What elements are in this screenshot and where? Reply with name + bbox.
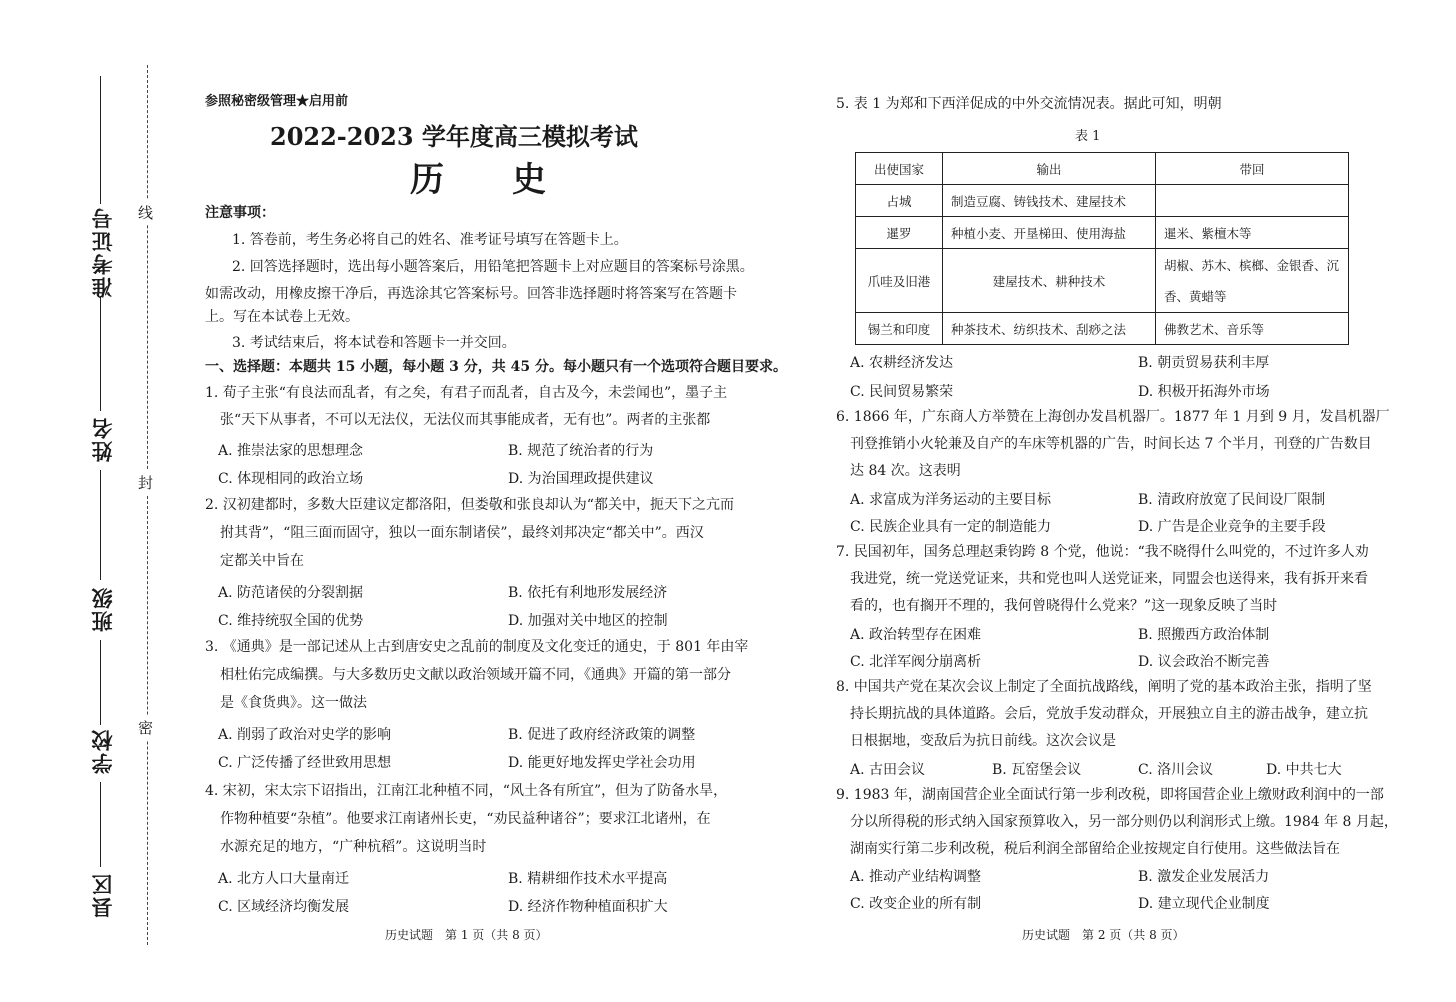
question-6-text: 6. 1866 年，广东商人方举赞在上海创办发昌机器厂。1877 年 1 月到 9 月，发昌机器厂 bbox=[836, 409, 1390, 425]
table-row bbox=[856, 185, 1349, 217]
q2-option-b[interactable]: B. 依托有利地形发展经济 bbox=[508, 585, 668, 601]
question-8-text: 8. 中国共产党在某次会议上制定了全面抗战路线，阐明了党的基本政治主张，指明了坚 bbox=[836, 679, 1372, 695]
subject-title: 历 史 bbox=[410, 160, 546, 200]
question-3-text: 相杜佑完成编撰。与大多数历史文献以政治领域开篇不同，《通典》开篇的第一部分 bbox=[220, 667, 731, 683]
secret-level: 参照秘密级管理★启用前 bbox=[205, 94, 349, 109]
question-6-text: 达 84 次。这表明 bbox=[850, 463, 961, 479]
table-row bbox=[856, 313, 1349, 345]
table-cell: 建屋技术、耕种技术 bbox=[943, 249, 1156, 313]
field-line bbox=[100, 782, 101, 867]
question-5-text: 5. 表 1 为郑和下西洋促成的中外交流情况表。据此可知，明朝 bbox=[836, 96, 1222, 112]
q4-option-b[interactable]: B. 精耕细作技术水平提高 bbox=[508, 871, 668, 887]
q8-option-b[interactable]: B. 瓦窑堡会议 bbox=[992, 762, 1082, 778]
field-name: 姓名 bbox=[90, 416, 115, 462]
notes-heading: 注意事项： bbox=[205, 205, 275, 221]
table-cell: 种茶技术、纺织技术、刮痧之法 bbox=[943, 313, 1156, 345]
binding-mark-mi: 密 bbox=[138, 715, 153, 740]
q8-option-d[interactable]: D. 中共七大 bbox=[1266, 762, 1342, 778]
note-line: 3. 考试结束后，将本试卷和答题卡一并交回。 bbox=[232, 335, 516, 351]
note-line: 如需改动，用橡皮擦干净后，再选涂其它答案标号。回答非选择题时将答案写在答题卡 bbox=[205, 286, 737, 302]
q3-option-d[interactable]: D. 能更好地发挥史学社会功用 bbox=[508, 755, 696, 771]
note-line: 上。写在本试卷上无效。 bbox=[205, 309, 359, 325]
q4-option-a[interactable]: A. 北方人口大量南迁 bbox=[218, 871, 350, 887]
field-exam-number: 准考证号 bbox=[90, 206, 115, 298]
question-7-text: 7. 民国初年，国务总理赵秉钧跨 8 个党，他说：“我不晓得什么叫党的，不过许多人劝 bbox=[836, 544, 1369, 560]
q9-option-b[interactable]: B. 激发企业发展活力 bbox=[1138, 869, 1270, 885]
page-footer-1: 历史试题 第 1 页（共 8 页） bbox=[385, 928, 548, 942]
table-cell: 爪哇及旧港 bbox=[856, 249, 943, 313]
field-line bbox=[100, 296, 101, 411]
field-district: 县区 bbox=[90, 872, 115, 918]
table-cell: 暹罗 bbox=[856, 217, 943, 249]
table-cell: 锡兰和印度 bbox=[856, 313, 943, 345]
table-cell: 种植小麦、开垦梯田、使用海盐 bbox=[943, 217, 1156, 249]
question-1-text: 1. 荀子主张“有良法而乱者，有之矣，有君子而乱者，自古及今，未尝闻也”，墨子主 bbox=[205, 385, 728, 401]
exchange-table bbox=[855, 152, 1349, 345]
question-4-text: 4. 宋初，宋太宗下诏指出，江南江北种植不同，“风土各有所宜”，但为了防备水旱， bbox=[205, 783, 728, 799]
q5-option-d[interactable]: D. 积极开拓海外市场 bbox=[1138, 384, 1270, 400]
q2-option-c[interactable]: C. 维持统驭全国的优势 bbox=[218, 613, 364, 629]
q5-option-b[interactable]: B. 朝贡贸易获利丰厚 bbox=[1138, 355, 1270, 371]
question-2-text: 2. 汉初建都时，多数大臣建议定都洛阳，但娄敬和张良却认为“都关中，扼天下之亢而 bbox=[205, 497, 734, 513]
question-8-text: 日根据地，变敌后为抗日前线。这次会议是 bbox=[850, 733, 1116, 749]
question-4-text: 水源充足的地方，“广种杭稻”。这说明当时 bbox=[220, 839, 487, 855]
table-cell: 佛教艺术、音乐等 bbox=[1156, 313, 1349, 345]
page-footer-2: 历史试题 第 2 页（共 8 页） bbox=[1022, 928, 1185, 942]
q1-option-b[interactable]: B. 规范了统治者的行为 bbox=[508, 443, 654, 459]
table-cell bbox=[1156, 249, 1349, 313]
exam-title: 2022-2023 学年度高三模拟考试 bbox=[270, 122, 638, 151]
q1-option-d[interactable]: D. 为治国理政提供建议 bbox=[508, 471, 654, 487]
question-7-text: 看的，也有搁开不理的，我何曾晓得什么党来？”这一现象反映了当时 bbox=[850, 598, 1278, 614]
field-class: 班级 bbox=[90, 586, 115, 632]
question-9-text: 9. 1983 年，湖南国营企业全面试行第一步利改税，即将国营企业上缴财政利润中的一部 bbox=[836, 787, 1384, 803]
binding-mark-xian: 线 bbox=[138, 200, 153, 225]
table-header: 出使国家 bbox=[856, 153, 943, 185]
q2-option-d[interactable]: D. 加强对关中地区的控制 bbox=[508, 613, 668, 629]
q7-option-d[interactable]: D. 议会政治不断完善 bbox=[1138, 654, 1270, 670]
table-cell: 占城 bbox=[856, 185, 943, 217]
table-header: 输出 bbox=[943, 153, 1156, 185]
table-cell: 暹米、紫檀木等 bbox=[1156, 217, 1349, 249]
q6-option-c[interactable]: C. 民族企业具有一定的制造能力 bbox=[850, 519, 1052, 535]
q3-option-a[interactable]: A. 削弱了政治对史学的影响 bbox=[218, 727, 392, 743]
q5-option-a[interactable]: A. 农耕经济发达 bbox=[850, 355, 954, 371]
table-cell: 制造豆腐、铸钱技术、建屋技术 bbox=[943, 185, 1156, 217]
question-2-text: 拊其背”，“阻三面而固守，独以一面东制诸侯”，最终刘邦决定“都关中”。西汉 bbox=[220, 525, 704, 541]
table-row bbox=[856, 217, 1349, 249]
q7-option-b[interactable]: B. 照搬西方政治体制 bbox=[1138, 627, 1270, 643]
q7-option-a[interactable]: A. 政治转型存在困难 bbox=[850, 627, 982, 643]
q7-option-c[interactable]: C. 北洋军阀分崩离析 bbox=[850, 654, 982, 670]
q4-option-d[interactable]: D. 经济作物种植面积扩大 bbox=[508, 899, 668, 915]
table-row bbox=[856, 249, 1349, 313]
q6-option-d[interactable]: D. 广告是企业竞争的主要手段 bbox=[1138, 519, 1326, 535]
note-line: 2. 回答选择题时，选出每小题答案后，用铅笔把答题卡上对应题目的答案标号涂黑。 bbox=[232, 259, 754, 275]
q3-option-b[interactable]: B. 促进了政府经济政策的调整 bbox=[508, 727, 696, 743]
q8-option-a[interactable]: A. 古田会议 bbox=[850, 762, 926, 778]
q9-option-c[interactable]: C. 改变企业的所有制 bbox=[850, 896, 982, 912]
question-4-text: 作物种植要“杂植”。他要求江南诸州长吏，“劝民益种诸谷”；要求江北诸州，在 bbox=[220, 811, 711, 827]
q6-option-a[interactable]: A. 求富成为洋务运动的主要目标 bbox=[850, 492, 1052, 508]
question-1-text: 张“天下从事者，不可以无法仪，无法仪而其事能成者，无有也”。两者的主张都 bbox=[220, 412, 711, 428]
table-cell-text: 胡椒、苏木、槟榔、金银香、沉香、黄蜡等 bbox=[1164, 257, 1340, 304]
table-title: 表 1 bbox=[1075, 129, 1101, 144]
section-heading: 一、选择题：本题共 15 小题，每小题 3 分，共 45 分。每小题只有一个选项符合题目要求。 bbox=[205, 359, 787, 375]
table-cell bbox=[1156, 185, 1349, 217]
binding-dashed-line bbox=[147, 65, 148, 945]
binding-mark-feng: 封 bbox=[138, 470, 153, 495]
table-header: 带回 bbox=[1156, 153, 1349, 185]
question-9-text: 湖南实行第二步利改税，税后利润全部留给企业按规定自行使用。这些做法旨在 bbox=[850, 841, 1340, 857]
question-8-text: 持长期抗战的具体道路。会后，党放手发动群众，开展独立自主的游击战争，建立抗 bbox=[850, 706, 1368, 722]
q1-option-c[interactable]: C. 体现相同的政治立场 bbox=[218, 471, 364, 487]
question-7-text: 我进党，统一党送党证来，共和党也叫人送党证来，同盟会也送得来，我有拆开来看 bbox=[850, 571, 1368, 587]
field-line bbox=[100, 640, 101, 725]
question-6-text: 刊登推销小火轮兼及自产的车床等机器的广告，时间长达 7 个半月，刊登的广告数目 bbox=[850, 436, 1372, 452]
field-school: 学校 bbox=[90, 728, 115, 774]
q9-option-a[interactable]: A. 推动产业结构调整 bbox=[850, 869, 982, 885]
q9-option-d[interactable]: D. 建立现代企业制度 bbox=[1138, 896, 1270, 912]
field-line bbox=[100, 76, 101, 204]
question-9-text: 分以所得税的形式纳入国家预算收入，另一部分则仍以利润形式上缴。1984 年 8 月起， bbox=[850, 814, 1398, 830]
note-line: 1. 答卷前，考生务必将自己的姓名、准考证号填写在答题卡上。 bbox=[232, 232, 628, 248]
q8-option-c[interactable]: C. 洛川会议 bbox=[1138, 762, 1214, 778]
q1-option-a[interactable]: A. 推崇法家的思想理念 bbox=[218, 443, 364, 459]
question-2-text: 定都关中旨在 bbox=[220, 553, 304, 569]
q2-option-a[interactable]: A. 防范诸侯的分裂割据 bbox=[218, 585, 364, 601]
q3-option-c[interactable]: C. 广泛传播了经世致用思想 bbox=[218, 755, 392, 771]
question-3-text: 3. 《通典》是一部记述从上古到唐安史之乱前的制度及文化变迁的通史，于 801 年由宰 bbox=[205, 639, 749, 655]
q5-option-c[interactable]: C. 民间贸易繁荣 bbox=[850, 384, 954, 400]
field-line bbox=[100, 470, 101, 580]
question-3-text: 是《食货典》。这一做法 bbox=[220, 695, 367, 711]
q6-option-b[interactable]: B. 清政府放宽了民间设厂限制 bbox=[1138, 492, 1326, 508]
q4-option-c[interactable]: C. 区域经济均衡发展 bbox=[218, 899, 350, 915]
